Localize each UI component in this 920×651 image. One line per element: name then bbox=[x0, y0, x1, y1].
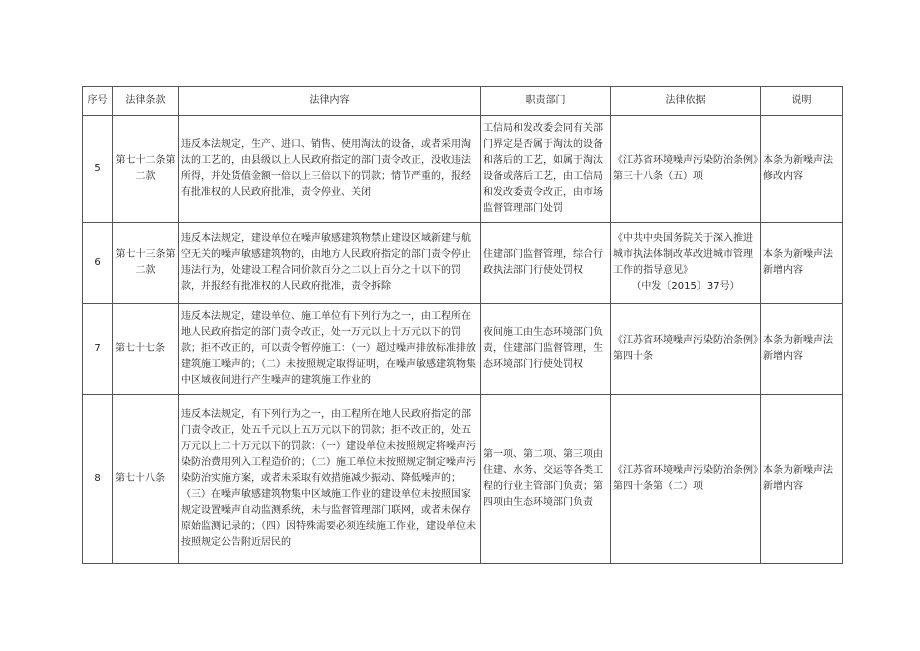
row-note: 本条为新噪声法修改内容 bbox=[761, 116, 843, 223]
table-row bbox=[83, 116, 843, 223]
row-basis bbox=[611, 116, 761, 223]
row-no: 7 bbox=[83, 304, 113, 395]
basis-line: 《江苏省环境噪声污染防治条例》第四十条第（二）项 bbox=[613, 465, 758, 492]
header-no: 序号 bbox=[83, 87, 113, 116]
basis-line: 《中共中央国务院关于深入推进城市执法体制改革改进城市管理工作的指导意见》 bbox=[613, 233, 753, 276]
row-clause: 第七十二条第二款 bbox=[113, 116, 179, 223]
row-dept: 夜间施工由生态环境部门负责，住建部门监督管理，生态环境部门行使处罚权 bbox=[481, 304, 611, 395]
row-clause: 第七十八条 bbox=[113, 395, 179, 564]
basis-line: 《江苏省环境噪声污染防治条例》第四十条 bbox=[613, 335, 758, 362]
row-no: 8 bbox=[83, 395, 113, 564]
row-dept: 住建部门监督管理，综合行政执法部门行使处罚权 bbox=[481, 223, 611, 304]
row-dept: 工信局和发改委会同有关部门界定是否属于淘汰的设备和落后的工艺，如属于淘汰设备或落后工艺，由工信局和发改委责令改正，由市场监督管理部门处罚 bbox=[481, 116, 611, 223]
row-no: 5 bbox=[83, 116, 113, 223]
header-clause: 法律条款 bbox=[113, 87, 179, 116]
table-row bbox=[83, 223, 843, 304]
row-basis bbox=[611, 395, 761, 564]
header-content: 法律内容 bbox=[179, 87, 481, 116]
row-content: 违反本法规定，生产、进口、销售、使用淘汰的设备，或者采用淘汰的工艺的，由县级以上人民政府指定的部门责令改正，没收违法所得，并处货值金额一倍以上三倍以下的罚款；情节严重的，报经有批准权的人民政府批准，责令停业、关闭 bbox=[179, 116, 481, 223]
row-note: 本条为新噪声法新增内容 bbox=[761, 395, 843, 564]
basis-line: 《江苏省环境噪声污染防治条例》第三十八条（五）项 bbox=[613, 155, 758, 182]
row-note: 本条为新噪声法新增内容 bbox=[761, 304, 843, 395]
basis-line: （中发〔2015〕37号） bbox=[631, 281, 740, 292]
row-no: 6 bbox=[83, 223, 113, 304]
row-content: 违反本法规定，建设单位、施工单位有下列行为之一，由工程所在地人民政府指定的部门责令改正，处一万元以上十万元以下的罚款；拒不改正的，可以责令暂停施工：（一）超过噪声排放标准排放建筑施工噪声的；（二）未按照规定取得证明，在噪声敏感建筑物集中区域夜间进行产生噪声的建筑施工作业的 bbox=[179, 304, 481, 395]
table-header-row bbox=[83, 87, 843, 116]
row-basis bbox=[611, 304, 761, 395]
row-content: 违反本法规定，建设单位在噪声敏感建筑物禁止建设区域新建与航空无关的噪声敏感建筑物的，由地方人民政府指定的部门责令停止违法行为，处建设工程合同价款百分之二以上百分之十以下的罚款，并报经有批准权的人民政府批准，责令拆除 bbox=[179, 223, 481, 304]
row-basis bbox=[611, 223, 761, 304]
table-row bbox=[83, 304, 843, 395]
header-note: 说明 bbox=[761, 87, 843, 116]
table-row bbox=[83, 395, 843, 564]
law-table bbox=[82, 86, 843, 564]
header-dept: 职责部门 bbox=[481, 87, 611, 116]
header-basis: 法律依据 bbox=[611, 87, 761, 116]
row-clause: 第七十三条第二款 bbox=[113, 223, 179, 304]
row-dept: 第一项、第二项、第三项由住建、水务、交运等各类工程的行业主管部门负责；第四项由生态环境部门负责 bbox=[481, 395, 611, 564]
row-clause: 第七十七条 bbox=[113, 304, 179, 395]
row-content: 违反本法规定，有下列行为之一，由工程所在地人民政府指定的部门责令改正，处五千元以上五万元以下的罚款；拒不改正的，处五万元以上二十万元以下的罚款：（一）建设单位未按照规定将噪声污染防治费用列入工程造价的；（二）施工单位未按照规定制定噪声污染防治实施方案，或者未采取有效措施减少振动、降低噪声的；（三）在噪声敏感建筑物集中区域施工作业的建设单位未按照国家规定设置噪声自动监测系统，未与监督管理部门联网，或者未保存原始监测记录的；（四）因特殊需要必须连续施工作业，建设单位未按照规定公告附近居民的 bbox=[179, 395, 481, 564]
row-note: 本条为新噪声法新增内容 bbox=[761, 223, 843, 304]
